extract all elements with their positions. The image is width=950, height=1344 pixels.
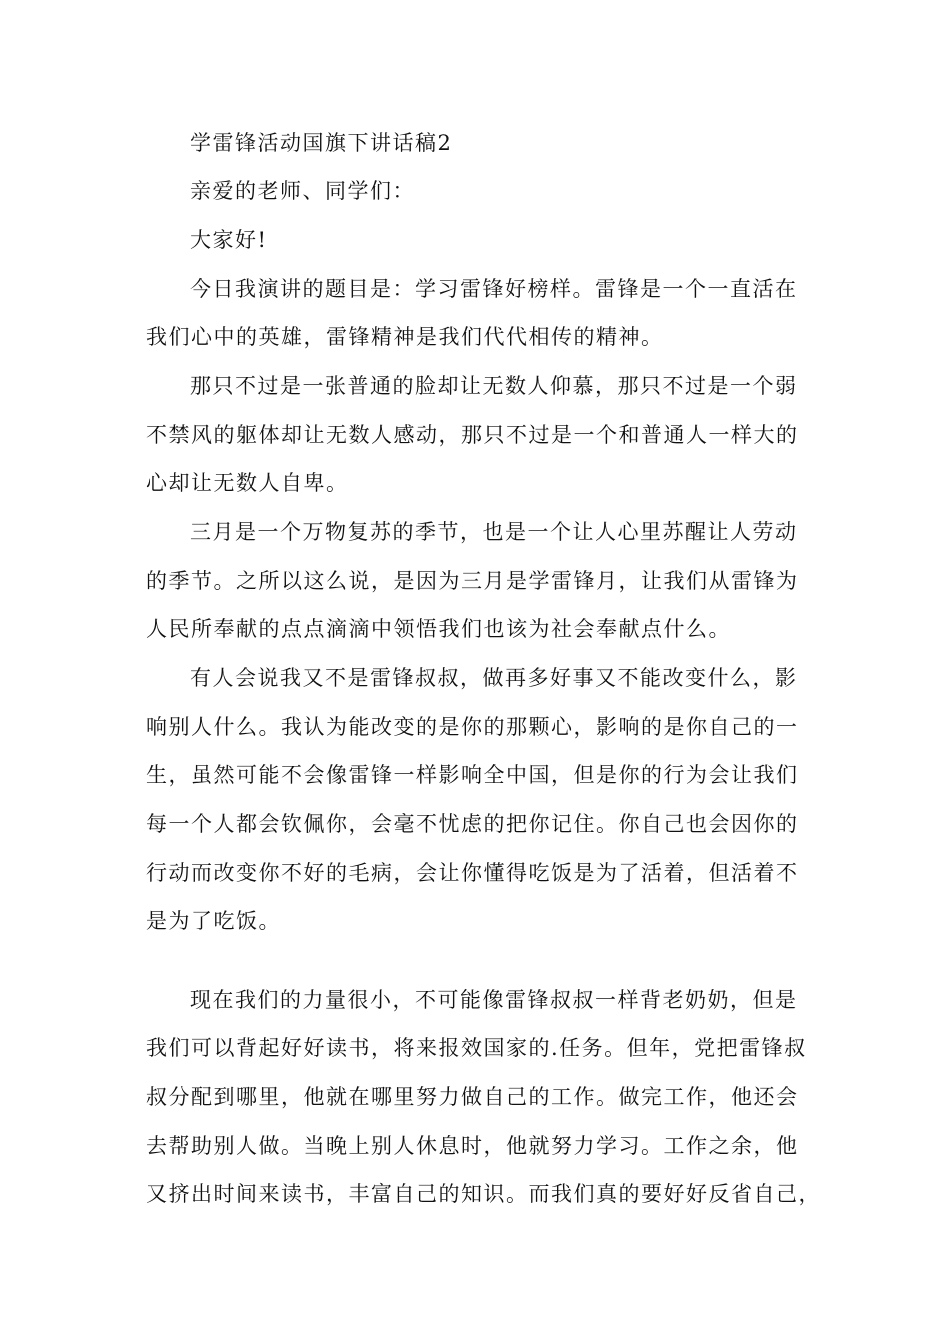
paragraph-line: 现在我们的力量很小，不可能像雷锋叔叔一样背老奶奶，但是 [190, 988, 798, 1012]
paragraph-line: 心却让无数人自卑。 [146, 471, 349, 495]
greeting: 大家好! [190, 228, 268, 252]
paragraph-line: 的季节。之所以这么说，是因为三月是学雷锋月，让我们从雷锋为 [146, 569, 799, 593]
paragraph-line: 生，虽然可能不会像雷锋一样影响全中国，但是你的行为会让我们 [146, 763, 799, 787]
paragraph-line: 今日我演讲的题目是：学习雷锋好榜样。雷锋是一个一直活在 [190, 277, 798, 301]
paragraph-line: 是为了吃饭。 [146, 909, 281, 933]
paragraph-line: 行动而改变你不好的毛病，会让你懂得吃饭是为了活着，但活着不 [146, 861, 799, 885]
paragraph-line: 响别人什么。我认为能改变的是你的那颗心，影响的是你自己的一 [146, 715, 799, 739]
salutation: 亲爱的老师、同学们： [190, 179, 415, 203]
paragraph-line: 每一个人都会钦佩你，会毫不忧虑的把你记住。你自己也会因你的 [146, 812, 799, 836]
paragraph-line: 我们心中的英雄，雷锋精神是我们代代相传的精神。 [146, 325, 664, 349]
paragraph-line: 叔分配到哪里，他就在哪里努力做自己的工作。做完工作，他还会 [146, 1085, 799, 1109]
paragraph-line: 那只不过是一张普通的脸却让无数人仰慕，那只不过是一个弱 [190, 374, 798, 398]
paragraph-line: 去帮助别人做。当晚上别人休息时，他就努力学习。工作之余，他 [146, 1134, 799, 1158]
paragraph-line: 不禁风的躯体却让无数人感动，那只不过是一个和普通人一样大的 [146, 423, 799, 447]
paragraph-line: 又挤出时间来读书，丰富自己的知识。而我们真的要好好反省自己， [146, 1182, 821, 1206]
paragraph-line: 有人会说我又不是雷锋叔叔，做再多好事又不能改变什么，影 [190, 666, 798, 690]
paragraph-line: 人民所奉献的点点滴滴中领悟我们也该为社会奉献点什么。 [146, 617, 731, 641]
paragraph-line: 我们可以背起好好读书，将来报效国家的.任务。但年，党把雷锋叔 [146, 1036, 807, 1060]
paragraph-line: 三月是一个万物复苏的季节，也是一个让人心里苏醒让人劳动 [190, 520, 798, 544]
document-title: 学雷锋活动国旗下讲话稿2 [190, 131, 453, 155]
